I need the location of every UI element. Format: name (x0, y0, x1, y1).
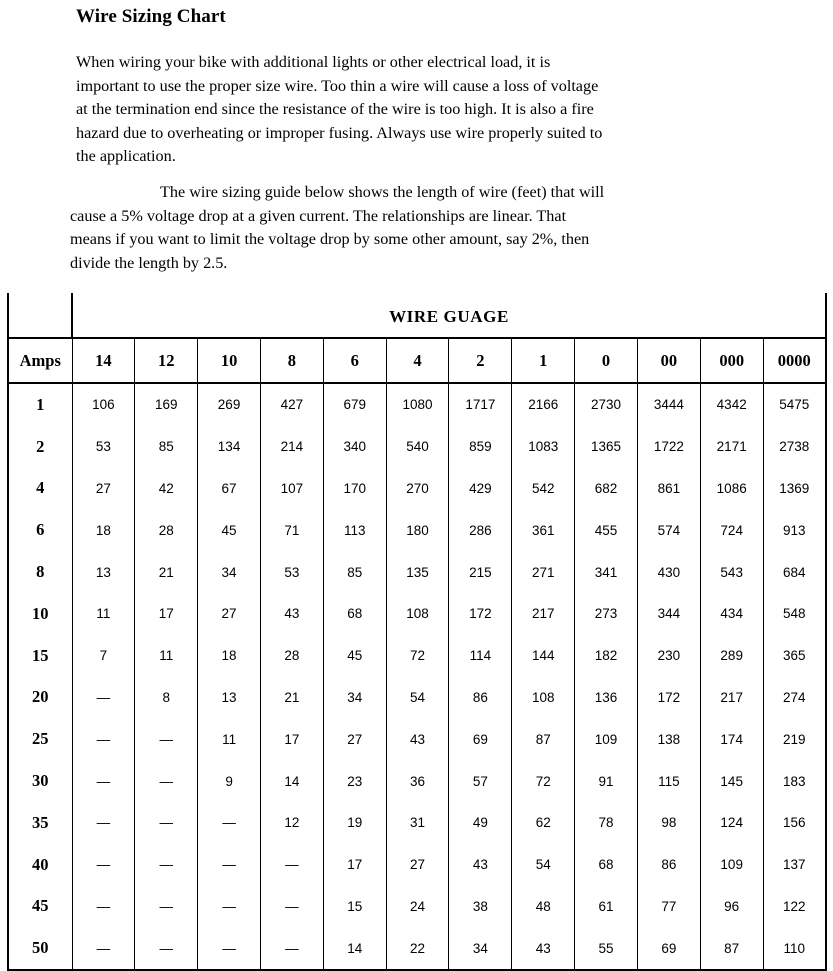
wire-length-cell: 12 (260, 802, 323, 844)
wire-length-cell: 230 (637, 635, 700, 677)
gauge-header-row (8, 338, 826, 383)
wire-length-cell: 14 (260, 760, 323, 802)
amps-value: 2 (8, 426, 72, 468)
wire-length-cell: 42 (135, 468, 198, 510)
wire-length-cell: 86 (449, 677, 512, 719)
wire-length-cell: 54 (512, 844, 575, 886)
wire-length-cell: 1722 (637, 426, 700, 468)
wire-length-cell: 109 (700, 844, 763, 886)
wire-length-cell: 28 (135, 509, 198, 551)
table-row (8, 593, 826, 635)
table-row (8, 509, 826, 551)
wire-length-cell: 72 (386, 635, 449, 677)
wire-length-cell: 68 (575, 844, 638, 886)
gauge-column-header: 000 (700, 338, 763, 383)
wire-length-cell: — (135, 802, 198, 844)
wire-length-cell: 430 (637, 551, 700, 593)
gauge-column-header: 0 (575, 338, 638, 383)
wire-length-cell: 170 (323, 468, 386, 510)
wire-length-cell: — (198, 886, 261, 928)
gauge-column-header: 14 (72, 338, 135, 383)
wire-length-cell: 86 (637, 844, 700, 886)
amps-value: 40 (8, 844, 72, 886)
intro-line: the application. (76, 147, 176, 165)
wire-length-cell: 18 (198, 635, 261, 677)
wire-length-cell: 7 (72, 635, 135, 677)
wire-length-cell: — (260, 927, 323, 970)
wire-length-cell: 77 (637, 886, 700, 928)
wire-length-cell: 43 (386, 718, 449, 760)
wire-length-cell: 72 (512, 760, 575, 802)
group-header-row (8, 293, 826, 338)
wire-length-cell: 138 (637, 718, 700, 760)
amps-value: 8 (8, 551, 72, 593)
wire-length-cell: 156 (763, 802, 826, 844)
wire-length-cell: 27 (386, 844, 449, 886)
wire-length-cell: 17 (260, 718, 323, 760)
wire-length-cell: 53 (260, 551, 323, 593)
wire-length-cell: 8 (135, 677, 198, 719)
wire-length-cell: 53 (72, 426, 135, 468)
wire-length-cell: 34 (449, 927, 512, 970)
guide-line: cause a 5% voltage drop at a given current. The relationships are linear. That (70, 206, 567, 225)
wire-length-cell: 434 (700, 593, 763, 635)
wire-length-cell: 21 (260, 677, 323, 719)
wire-length-cell: — (72, 760, 135, 802)
wire-length-cell: 913 (763, 509, 826, 551)
wire-length-cell: 365 (763, 635, 826, 677)
wire-length-cell: 11 (198, 718, 261, 760)
wire-length-cell: — (198, 927, 261, 970)
wire-length-cell: — (135, 760, 198, 802)
wire-length-cell: 18 (72, 509, 135, 551)
wire-length-cell: 219 (763, 718, 826, 760)
wire-length-cell: 106 (72, 383, 135, 426)
intro-line: hazard due to overheating or improper fusing. Always use wire properly suited to (76, 123, 603, 142)
wire-length-cell: 113 (323, 509, 386, 551)
wire-length-cell: 540 (386, 426, 449, 468)
wire-length-cell: 361 (512, 509, 575, 551)
wire-length-cell: — (135, 927, 198, 970)
wire-length-cell: 14 (323, 927, 386, 970)
wire-length-cell: 43 (449, 844, 512, 886)
wire-length-cell: 137 (763, 844, 826, 886)
amps-value: 20 (8, 677, 72, 719)
wire-length-cell: 69 (637, 927, 700, 970)
wire-length-cell: 3444 (637, 383, 700, 426)
wire-length-cell: 859 (449, 426, 512, 468)
guide-line: The wire sizing guide below shows the length of wire (feet) that will (160, 183, 605, 201)
table-row (8, 802, 826, 844)
wire-length-cell: 22 (386, 927, 449, 970)
wire-length-cell: 341 (575, 551, 638, 593)
wire-length-cell: 15 (323, 886, 386, 928)
wire-length-cell: 43 (260, 593, 323, 635)
wire-length-cell: — (260, 844, 323, 886)
wire-length-cell: 217 (700, 677, 763, 719)
wire-length-cell: 57 (449, 760, 512, 802)
wire-length-cell: 87 (512, 718, 575, 760)
gauge-column-header: 10 (198, 338, 261, 383)
wire-length-cell: 27 (323, 718, 386, 760)
wire-length-cell: 273 (575, 593, 638, 635)
guide-paragraph (70, 181, 604, 275)
wire-length-cell: 682 (575, 468, 638, 510)
wire-length-cell: 145 (700, 760, 763, 802)
wire-length-cell: 85 (135, 426, 198, 468)
wire-length-cell: 172 (637, 677, 700, 719)
amps-value: 1 (8, 383, 72, 426)
wire-length-cell: — (72, 802, 135, 844)
wire-length-cell: 1717 (449, 383, 512, 426)
wire-length-cell: 48 (512, 886, 575, 928)
wire-length-cell: 110 (763, 927, 826, 970)
wire-length-cell: 861 (637, 468, 700, 510)
wire-length-cell: 344 (637, 593, 700, 635)
wire-length-cell: 1365 (575, 426, 638, 468)
wire-length-cell: 217 (512, 593, 575, 635)
wire-length-cell: 67 (198, 468, 261, 510)
wire-length-cell: 271 (512, 551, 575, 593)
wire-length-cell: — (72, 886, 135, 928)
wire-length-cell: — (72, 718, 135, 760)
wire-length-cell: 49 (449, 802, 512, 844)
wire-length-cell: 429 (449, 468, 512, 510)
wire-length-cell: 574 (637, 509, 700, 551)
wire-length-cell: 2171 (700, 426, 763, 468)
wire-length-cell: 107 (260, 468, 323, 510)
wire-length-cell: 43 (512, 927, 575, 970)
wire-length-cell: 174 (700, 718, 763, 760)
wire-length-cell: 109 (575, 718, 638, 760)
wire-length-cell: 27 (198, 593, 261, 635)
table-row (8, 677, 826, 719)
wire-length-cell: 289 (700, 635, 763, 677)
wire-length-cell: 31 (386, 802, 449, 844)
table-row (8, 844, 826, 886)
corner-cell (8, 293, 72, 338)
wire-length-cell: — (72, 927, 135, 970)
wire-length-cell: 1369 (763, 468, 826, 510)
gauge-column-header: 4 (386, 338, 449, 383)
wire-length-cell: 1083 (512, 426, 575, 468)
gauge-column-header: 0000 (763, 338, 826, 383)
wire-length-cell: 68 (323, 593, 386, 635)
intro-paragraph (76, 51, 602, 169)
wire-length-cell: 172 (449, 593, 512, 635)
wire-gauge-header: WIRE GUAGE (72, 293, 826, 338)
wire-length-cell: 1080 (386, 383, 449, 426)
wire-length-cell: 2166 (512, 383, 575, 426)
wire-length-cell: 91 (575, 760, 638, 802)
table-row (8, 718, 826, 760)
wire-length-cell: 684 (763, 551, 826, 593)
wire-length-cell: 17 (323, 844, 386, 886)
wire-table-body (8, 293, 826, 970)
table-row (8, 927, 826, 970)
wire-length-cell: 115 (637, 760, 700, 802)
gauge-column-header: 6 (323, 338, 386, 383)
amps-value: 6 (8, 509, 72, 551)
wire-length-cell: — (135, 844, 198, 886)
wire-length-cell: 96 (700, 886, 763, 928)
gauge-column-header: 1 (512, 338, 575, 383)
wire-length-cell: 679 (323, 383, 386, 426)
amps-value: 50 (8, 927, 72, 970)
wire-length-cell: — (72, 844, 135, 886)
wire-length-cell: 270 (386, 468, 449, 510)
wire-length-cell: 34 (323, 677, 386, 719)
table-row (8, 383, 826, 426)
wire-length-cell: 11 (72, 593, 135, 635)
page-title: Wire Sizing Chart (76, 6, 226, 27)
wire-length-cell: — (198, 802, 261, 844)
wire-length-cell: 134 (198, 426, 261, 468)
wire-length-cell: 183 (763, 760, 826, 802)
wire-length-cell: 108 (386, 593, 449, 635)
wire-length-cell: 124 (700, 802, 763, 844)
wire-length-cell: 23 (323, 760, 386, 802)
amps-value: 30 (8, 760, 72, 802)
wire-length-cell: 45 (198, 509, 261, 551)
wire-length-cell: 34 (198, 551, 261, 593)
wire-length-cell: — (72, 677, 135, 719)
wire-length-cell: 122 (763, 886, 826, 928)
table-row (8, 886, 826, 928)
wire-length-cell: 55 (575, 927, 638, 970)
wire-length-cell: 108 (512, 677, 575, 719)
gauge-column-header: 8 (260, 338, 323, 383)
wire-length-cell: 9 (198, 760, 261, 802)
table-row (8, 468, 826, 510)
intro-line: When wiring your bike with additional lights or other electrical load, it is (76, 53, 551, 71)
table-row (8, 760, 826, 802)
wire-length-cell: 38 (449, 886, 512, 928)
wire-length-cell: 85 (323, 551, 386, 593)
wire-length-cell: 144 (512, 635, 575, 677)
wire-length-cell: 13 (72, 551, 135, 593)
wire-length-cell: 1086 (700, 468, 763, 510)
wire-length-cell: 724 (700, 509, 763, 551)
wire-length-cell: 36 (386, 760, 449, 802)
table-row (8, 551, 826, 593)
wire-length-cell: 427 (260, 383, 323, 426)
wire-length-cell: 274 (763, 677, 826, 719)
wire-length-cell: 19 (323, 802, 386, 844)
wire-length-cell: 548 (763, 593, 826, 635)
wire-length-cell: — (135, 886, 198, 928)
wire-length-cell: 24 (386, 886, 449, 928)
wire-length-cell: 340 (323, 426, 386, 468)
amps-value: 25 (8, 718, 72, 760)
wire-length-cell: 286 (449, 509, 512, 551)
wire-length-cell: 13 (198, 677, 261, 719)
gauge-column-header: 00 (637, 338, 700, 383)
gauge-column-header: 12 (135, 338, 198, 383)
wire-length-cell: 27 (72, 468, 135, 510)
amps-value: 45 (8, 886, 72, 928)
wire-length-cell: 61 (575, 886, 638, 928)
guide-line: means if you want to limit the voltage drop by some other amount, say 2%, then (70, 230, 590, 248)
wire-length-cell: 455 (575, 509, 638, 551)
wire-length-cell: 21 (135, 551, 198, 593)
wire-length-cell: 169 (135, 383, 198, 426)
wire-length-cell: 4342 (700, 383, 763, 426)
wire-length-cell: 542 (512, 468, 575, 510)
wire-length-cell: — (260, 886, 323, 928)
wire-length-cell: — (198, 844, 261, 886)
wire-length-cell: 28 (260, 635, 323, 677)
amps-value: 4 (8, 468, 72, 510)
wire-length-cell: 98 (637, 802, 700, 844)
wire-length-cell: 136 (575, 677, 638, 719)
wire-length-cell: 69 (449, 718, 512, 760)
wire-length-cell: 62 (512, 802, 575, 844)
wire-length-cell: 214 (260, 426, 323, 468)
wire-length-cell: — (135, 718, 198, 760)
table-row (8, 426, 826, 468)
wire-length-cell: 5475 (763, 383, 826, 426)
intro-line: important to use the proper size wire. Too thin a wire will cause a loss of voltage (76, 76, 599, 95)
wire-length-cell: 54 (386, 677, 449, 719)
wire-length-cell: 114 (449, 635, 512, 677)
wire-sizing-table (7, 293, 827, 971)
wire-length-cell: 182 (575, 635, 638, 677)
wire-length-cell: 71 (260, 509, 323, 551)
gauge-column-header: 2 (449, 338, 512, 383)
wire-length-cell: 2730 (575, 383, 638, 426)
amps-value: 35 (8, 802, 72, 844)
table-row (8, 635, 826, 677)
intro-line: at the termination end since the resistance of the wire is too high. It is also a fire (76, 100, 594, 118)
wire-length-cell: 543 (700, 551, 763, 593)
wire-length-cell: 45 (323, 635, 386, 677)
wire-length-cell: 215 (449, 551, 512, 593)
amps-header: Amps (8, 338, 72, 383)
wire-length-cell: 17 (135, 593, 198, 635)
wire-length-cell: 180 (386, 509, 449, 551)
wire-length-cell: 78 (575, 802, 638, 844)
wire-length-cell: 2738 (763, 426, 826, 468)
wire-length-cell: 87 (700, 927, 763, 970)
amps-value: 15 (8, 635, 72, 677)
wire-length-cell: 269 (198, 383, 261, 426)
wire-length-cell: 135 (386, 551, 449, 593)
guide-line: divide the length by 2.5. (70, 253, 228, 272)
wire-length-cell: 11 (135, 635, 198, 677)
amps-value: 10 (8, 593, 72, 635)
